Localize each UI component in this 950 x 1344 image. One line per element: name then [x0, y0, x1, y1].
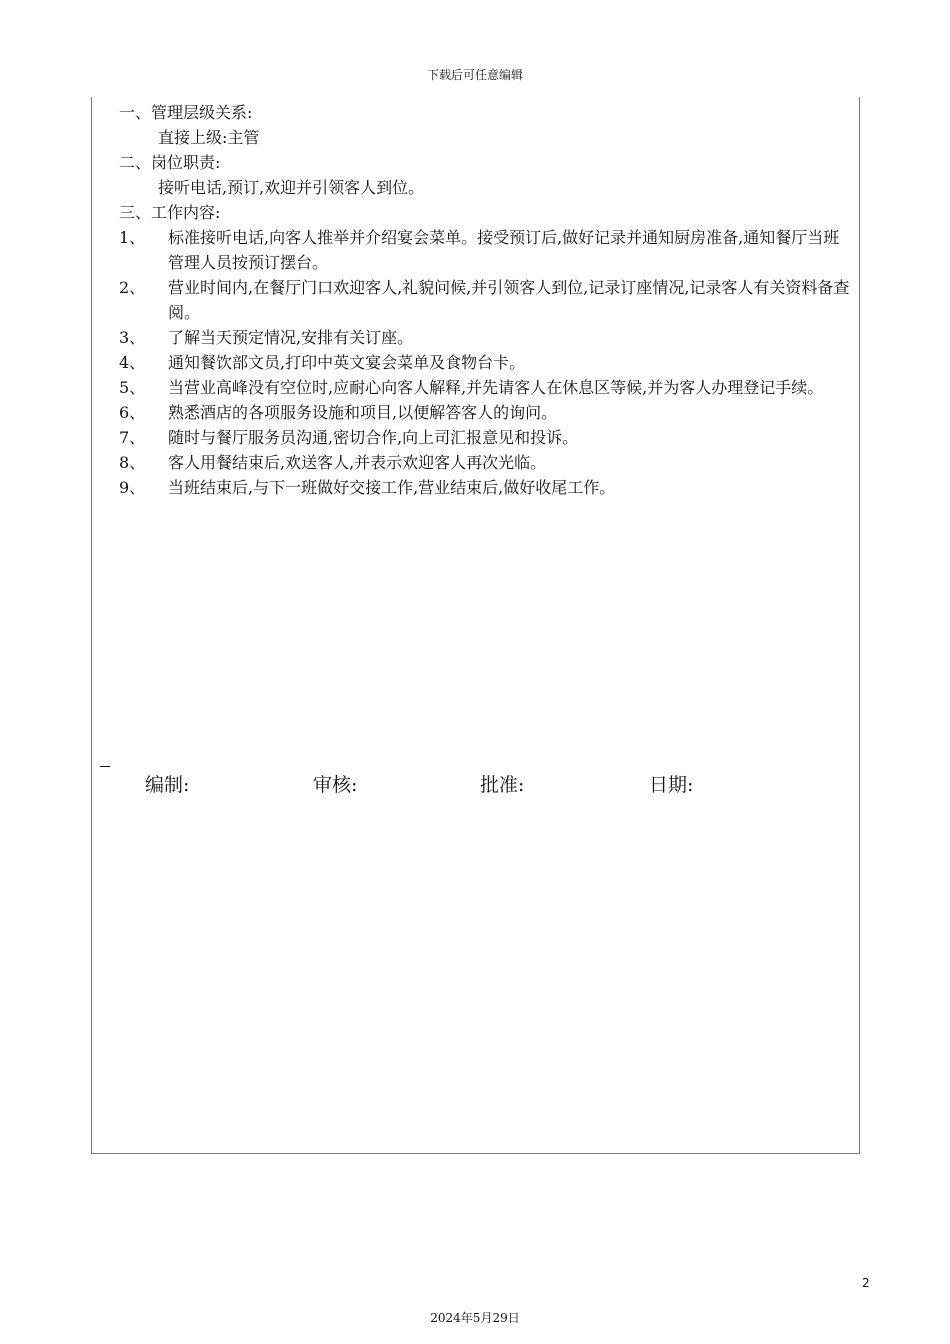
item-number: 1、	[119, 228, 146, 247]
item-text: 营业时间内,在餐厅门口欢迎客人,礼貌问候,并引领客人到位,记录订座情况,记录客人有关资料备查阅。	[168, 278, 850, 322]
list-item	[119, 225, 859, 275]
list-item	[119, 350, 859, 375]
item-text: 熟悉酒店的各项服务设施和项目,以便解答客人的询问。	[168, 403, 558, 422]
hierarchy-body: 直接上级:主管	[158, 128, 260, 147]
item-number: 6、	[119, 403, 146, 422]
item-text: 当营业高峰没有空位时,应耐心向客人解释,并先请客人在休息区等候,并为客人办理登记手续。	[168, 378, 824, 397]
item-number: 2、	[119, 278, 146, 297]
item-number: 3、	[119, 328, 146, 347]
item-number: 5、	[119, 378, 146, 397]
item-text: 当班结束后,与下一班做好交接工作,营业结束后,做好收尾工作。	[168, 478, 616, 497]
item-number: 9、	[119, 478, 146, 497]
item-text: 客人用餐结束后,欢送客人,并表示欢迎客人再次光临。	[168, 453, 547, 472]
list-item	[119, 425, 859, 450]
page-number: 2	[862, 1276, 870, 1290]
item-text: 随时与餐厅服务员沟通,密切合作,向上司汇报意见和投诉。	[168, 428, 579, 447]
duties-body: 接听电话,预订,欢迎并引领客人到位。	[158, 178, 425, 197]
duties-title: 二、岗位职责:	[119, 153, 221, 172]
list-item	[119, 375, 859, 400]
list-item	[119, 275, 859, 325]
item-text: 通知餐饮部文员,打印中英文宴会菜单及食物台卡。	[168, 353, 526, 372]
review-label: 审核:	[313, 774, 358, 796]
item-number: 4、	[119, 353, 146, 372]
list-item	[119, 475, 859, 500]
list-item	[119, 325, 859, 350]
compile-label: 编制:	[145, 774, 190, 796]
hierarchy-title: 一、管理层级关系:	[119, 103, 253, 122]
item-number: 8、	[119, 453, 146, 472]
list-item	[119, 400, 859, 425]
list-item	[119, 450, 859, 475]
job-description-body	[119, 100, 859, 500]
dash-mark	[100, 766, 110, 767]
content-title: 三、工作内容:	[119, 203, 221, 222]
date-label: 日期:	[649, 774, 694, 796]
item-text: 标准接听电话,向客人推举并介绍宴会菜单。接受预订后,做好记录并通知厨房准备,通知餐厅当班管理人员按预订摆台。	[168, 228, 840, 272]
footer-date: 2024年5月29日	[430, 1311, 520, 1325]
page-header: 下载后可任意编辑	[426, 68, 523, 82]
item-number: 7、	[119, 428, 146, 447]
approve-label: 批准:	[480, 774, 525, 796]
item-text: 了解当天预定情况,安排有关订座。	[168, 328, 414, 347]
